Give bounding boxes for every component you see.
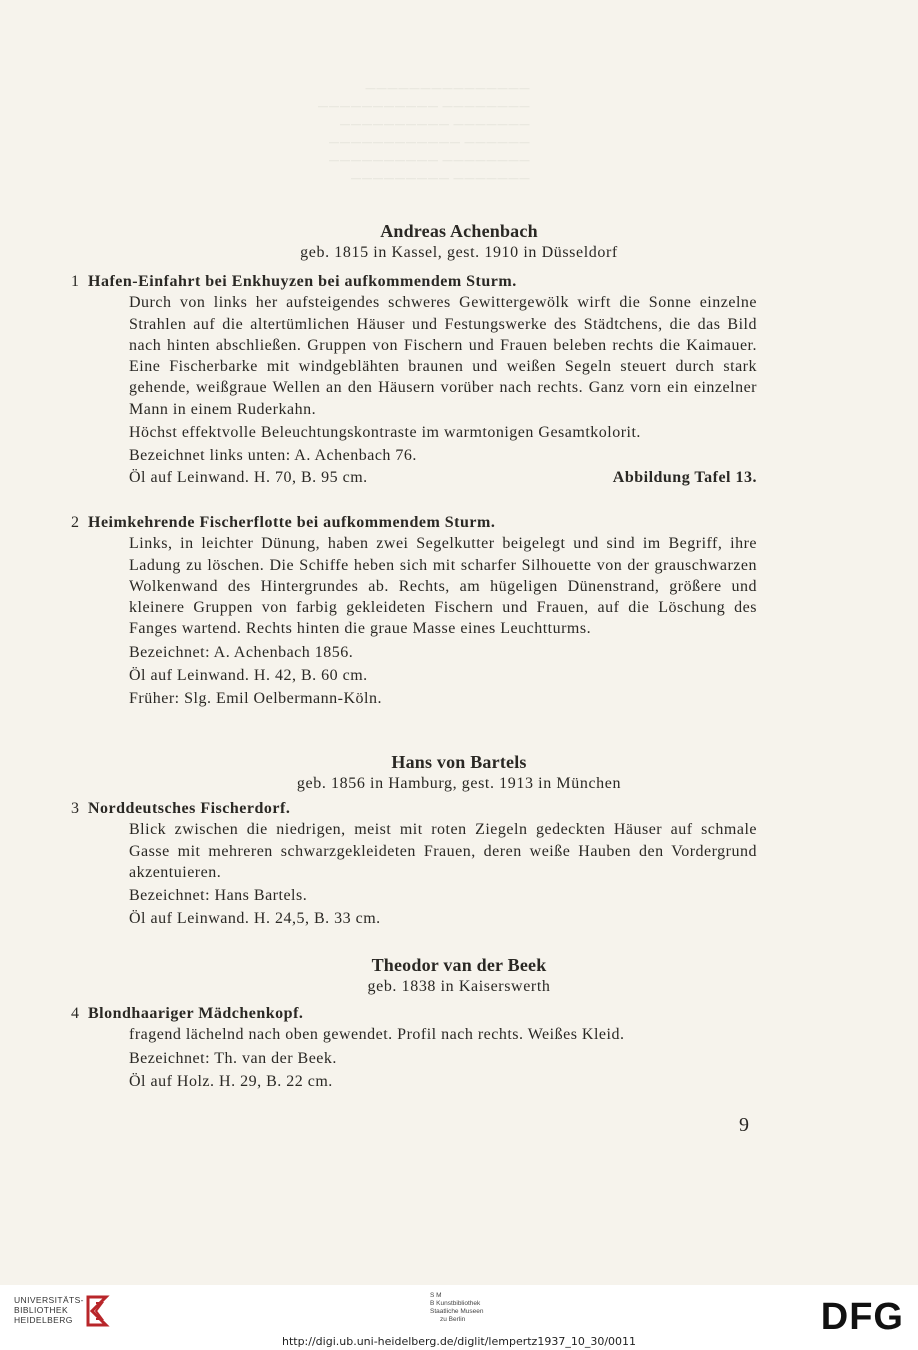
- entry-title: Heimkehrende Fischerflotte bei aufkommendem Sturm.: [88, 514, 496, 531]
- artist-name: Theodor van der Beek: [371, 955, 547, 975]
- entry-body: [67, 1024, 757, 1092]
- entry-number: 2: [71, 514, 80, 531]
- catalog-entry: [67, 271, 757, 488]
- entry-heading: [67, 512, 757, 533]
- entry-title: Norddeutsches Fischerdorf.: [88, 800, 291, 817]
- library-logo-icon: [82, 1293, 112, 1329]
- entry-title: Hafen-Einfahrt bei Enkhuyzen bei aufkommendem Sturm.: [88, 273, 517, 290]
- entry-medium: Öl auf Holz. H. 29, B. 22 cm.: [129, 1072, 333, 1090]
- entry-number: 4: [71, 1005, 80, 1022]
- artist-life-dates: geb. 1815 in Kassel, gest. 1910 in Düsseldorf: [300, 244, 618, 261]
- entry-description: fragend lächelnd nach oben gewendet. Profil nach rechts. Weißes Kleid.: [129, 1026, 625, 1044]
- artist-life-dates: geb. 1856 in Hamburg, gest. 1913 in München: [296, 775, 622, 792]
- entry-description: Blick zwischen die niedrigen, meist mit roten Ziegeln gedeckten Häuser auf schmale Gasse mit mehreren schwarzgekleideten Frauen, deren weiße Hauben den Vordergrund akzentuieren.: [129, 821, 757, 881]
- entry-heading: [67, 1003, 757, 1024]
- artist-header: [0, 751, 918, 795]
- entry-medium: Öl auf Leinwand. H. 24,5, B. 33 cm.: [129, 910, 381, 928]
- entry-description: Links, in leichter Dünung, haben zwei Segelkutter beigelegt und sind im Begriff, ihre Ladung zu löschen. Die Schiffe heben sich mit scharfer Silhouette von der grauschwarzen Wolkenwand des Hintergrundes ab. Rechts, am hügeligen Dünenstrand, größere und kleinere Gruppen von farbig gekleideten Fischern und Frauen, auf die Löschung des Fanges wartend. Rechts hinten die graue Masse eines Leuchtturms.: [129, 535, 757, 638]
- footer-bar: [0, 1285, 918, 1350]
- catalog-entry: [67, 512, 757, 710]
- entry-number: 1: [71, 273, 80, 290]
- entry-heading: [67, 271, 757, 292]
- page-number: 9: [739, 1114, 749, 1136]
- show-through-text: ——————————————— ———————— ——————————— ——————— —————————— —————— ———————————— ———————— —————————— ——————— —————————: [317, 82, 530, 185]
- entry-note: Höchst effektvolle Beleuchtungskontraste im warmtonigen Gesamtkolorit.: [129, 424, 641, 442]
- artist-header: [0, 954, 918, 998]
- entry-body: [67, 533, 757, 709]
- dfg-logo: DFG: [820, 1296, 904, 1338]
- catalog-entry: [67, 798, 757, 930]
- entry-number: 3: [71, 800, 80, 817]
- entry-body: [67, 292, 757, 488]
- entry-signature: Bezeichnet: Th. van der Beek.: [129, 1049, 337, 1067]
- entry-medium: Öl auf Leinwand. H. 42, B. 60 cm.: [129, 667, 368, 685]
- entry-medium: Öl auf Leinwand. H. 70, B. 95 cm.: [129, 468, 368, 486]
- entry-plate-reference: Abbildung Tafel 13.: [612, 468, 757, 486]
- museum-line: B Kunstbibliothek: [430, 1300, 481, 1307]
- entry-description: Durch von links her aufsteigendes schweres Gewittergewölk wirft die Sonne einzelne Strahlen auf die altertümlichen Häuser und Festungswerke des Städtchens, die das Bild nach hinten abschließen. Gruppen von Fischern und Frauen beleben rechts die Kaimauer. Eine Fischerbarke mit windgeblähten braunen und weißen Segeln steuert durch stark gehende, weißgraue Wellen an den Häusern vorüber nach rechts. Ganz vorn ein einzelner Mann in einem Ruderkahn.: [129, 294, 757, 418]
- catalog-entry: [67, 1003, 757, 1092]
- library-name-line: HEIDELBERG: [14, 1315, 73, 1325]
- entry-signature: Bezeichnet: A. Achenbach 1856.: [129, 643, 354, 661]
- museum-line: S M: [430, 1292, 442, 1299]
- museum-line: Staatliche Museen: [430, 1308, 484, 1315]
- artist-life-dates: geb. 1838 in Kaiserswerth: [367, 978, 551, 995]
- library-name-line: BIBLIOTHEK: [14, 1305, 69, 1315]
- artist-header: [0, 220, 918, 264]
- library-name-line: UNIVERSITÄTS-: [14, 1295, 84, 1305]
- entry-provenance: Früher: Slg. Emil Oelbermann-Köln.: [129, 690, 382, 708]
- entry-signature: Bezeichnet: Hans Bartels.: [129, 887, 308, 905]
- library-name: [14, 1295, 84, 1325]
- entry-heading: [67, 798, 757, 819]
- entry-medium-line: [129, 467, 757, 488]
- entry-title: Blondhaariger Mädchenkopf.: [88, 1005, 304, 1022]
- artist-name: Andreas Achenbach: [380, 221, 538, 241]
- entry-signature: Bezeichnet links unten: A. Achenbach 76.: [129, 447, 417, 465]
- museum-line: zu Berlin: [440, 1316, 466, 1323]
- permalink-url[interactable]: http://digi.ub.uni-heidelberg.de/diglit/lempertz1937_10_30/0011: [281, 1335, 637, 1348]
- museum-credit: [430, 1292, 483, 1324]
- entry-body: [67, 819, 757, 929]
- artist-name: Hans von Bartels: [391, 752, 527, 772]
